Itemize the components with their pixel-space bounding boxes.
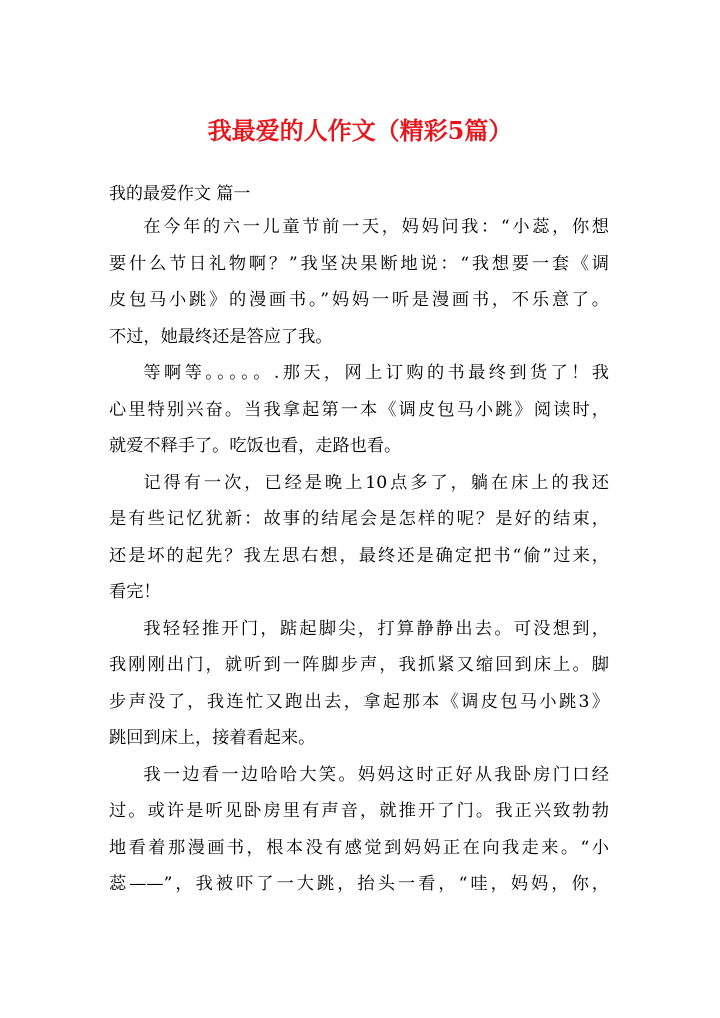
text-line: 记得有一次，已经是晚上10点多了，躺在床上的我还 [143, 472, 609, 493]
section-heading: 我的最爱作文 篇一 [109, 184, 251, 204]
page-title: 我最爱的人作文（精彩5篇） [207, 116, 513, 145]
text-line: 我轻轻推开门，踮起脚尖，打算静静出去。可没想到， [143, 618, 609, 639]
text-line: 看完！ [109, 582, 161, 602]
text-line: 等啊等。。。。。.那天，网上订购的书最终到货了！我 [143, 363, 609, 383]
text-line: 地看着那漫画书，根本没有感觉到妈妈正在向我走来。“小 [109, 837, 609, 858]
text-line: 要什么节日礼物啊？”我坚决果断地说：“我想要一套《调 [109, 253, 609, 274]
essay-body [109, 209, 609, 903]
paragraph-3 [109, 465, 609, 611]
text-line: 不过，她最终还是答应了我。 [109, 326, 333, 347]
text-line: 就爱不释手了。吃饭也看，走路也看。 [109, 436, 402, 456]
text-line: 还是坏的起先？我左思右想，最终还是确定把书“偷”过来， [109, 545, 609, 566]
text-line: 我一边看一边哈哈大笑。妈妈这时正好从我卧房门口经 [143, 764, 609, 785]
text-line: 我刚刚出门，就听到一阵脚步声，我抓紧又缩回到床上。脚 [109, 655, 609, 675]
text-line: 步声没了，我连忙又跑出去，拿起那本《调皮包马小跳3》 [109, 691, 609, 712]
text-line: 心里特别兴奋。当我拿起第一本《调皮包马小跳》阅读时， [109, 399, 609, 420]
text-line: 过。或许是听见卧房里有声音，就推开了门。我正兴致勃勃 [109, 801, 609, 821]
paragraph-1 [109, 209, 609, 355]
paragraph-2 [109, 355, 609, 465]
text-line: 是有些记忆犹新：故事的结尾会是怎样的呢？是好的结束， [109, 509, 609, 529]
text-line: 皮包马小跳》的漫画书。”妈妈一听是漫画书，不乐意了。 [109, 290, 609, 310]
text-line: 蕊——”，我被吓了一大跳，抬头一看，“哇，妈妈，你， [109, 874, 609, 894]
text-line: 在今年的六一儿童节前一天，妈妈问我：“小蕊，你想 [143, 217, 609, 237]
paragraph-4 [109, 611, 609, 757]
paragraph-5 [109, 757, 609, 903]
text-line: 跳回到床上，接着看起来。 [109, 728, 316, 748]
